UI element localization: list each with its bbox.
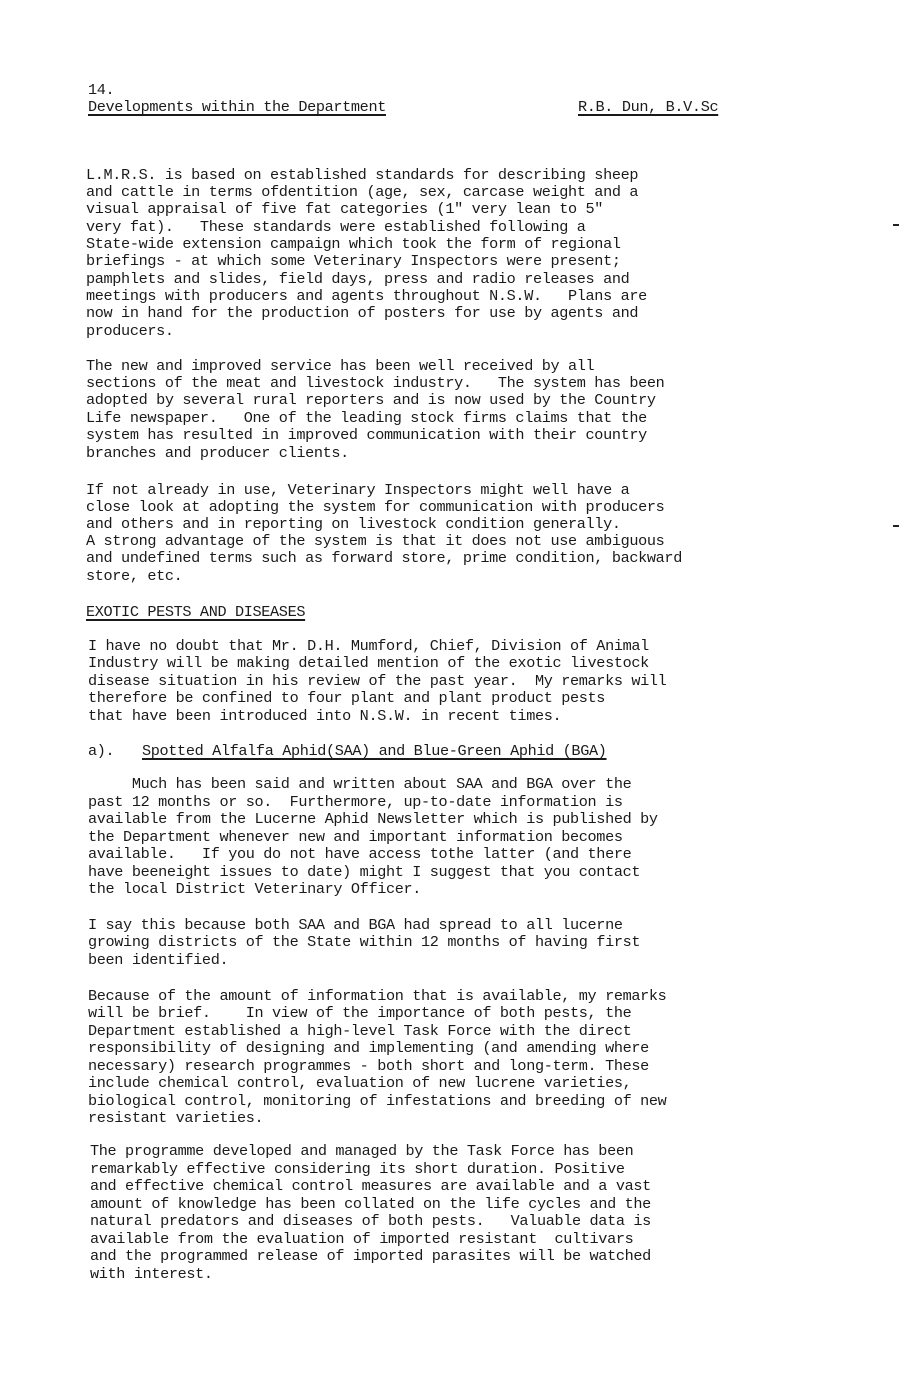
text-line: State-wide extension campaign which took the form of regional	[86, 235, 621, 253]
text-line: Department established a high-level Task Force with the direct	[88, 1022, 632, 1040]
text-line: responsibility of designing and implementing (and amending where	[88, 1039, 649, 1057]
page-number: 14.	[88, 81, 115, 99]
text-line: L.M.R.S. is based on established standards for describing sheep	[86, 166, 639, 184]
text-line: the local District Veterinary Officer.	[88, 880, 422, 898]
text-line: branches and producer clients.	[86, 444, 349, 462]
text-line: the Department whenever new and important information becomes	[88, 828, 623, 846]
text-line: amount of knowledge has been collated on the life cycles and the	[90, 1195, 651, 1213]
text-line: and cattle in terms ofdentition (age, sex, carcase weight and a	[86, 183, 639, 201]
text-line: and undefined terms such as forward store, prime condition, backward	[86, 549, 682, 567]
text-line: will be brief. In view of the importance of both pests, the	[88, 1004, 632, 1022]
document-title: Developments within the Department	[88, 98, 386, 116]
margin-mark	[893, 525, 899, 527]
text-line: and effective chemical control measures are available and a vast	[90, 1177, 651, 1195]
text-line: disease situation in his review of the past year. My remarks will	[88, 672, 667, 690]
text-line: biological control, monitoring of infestations and breeding of new	[88, 1092, 667, 1110]
text-line: been identified.	[88, 951, 229, 969]
section-heading: EXOTIC PESTS AND DISEASES	[86, 603, 306, 621]
text-line: meetings with producers and agents throughout N.S.W. Plans are	[86, 287, 647, 305]
text-line: Industry will be making detailed mention of the exotic livestock	[88, 654, 649, 672]
text-line: I have no doubt that Mr. D.H. Mumford, Chief, Division of Animal	[88, 637, 649, 655]
text-line: available. If you do not have access tothe latter (and there	[88, 845, 632, 863]
margin-mark	[893, 224, 899, 226]
text-line: pamphlets and slides, field days, press and radio releases and	[86, 270, 630, 288]
text-line: A strong advantage of the system is that it does not use ambiguous	[86, 532, 665, 550]
text-line: producers.	[86, 322, 174, 340]
text-line: therefore be confined to four plant and plant product pests	[88, 689, 606, 707]
subsection-label: a).	[88, 742, 115, 760]
text-line: available from the evaluation of imported resistant cultivars	[90, 1230, 634, 1248]
text-line: The new and improved service has been well received by all	[86, 357, 595, 375]
text-line: briefings - at which some Veterinary Inspectors were present;	[86, 252, 621, 270]
text-line: I say this because both SAA and BGA had spread to all lucerne	[88, 916, 623, 934]
text-line: growing districts of the State within 12 months of having first	[88, 933, 641, 951]
text-line: Life newspaper. One of the leading stock firms claims that the	[86, 409, 647, 427]
text-line: visual appraisal of five fat categories (1" very lean to 5"	[86, 200, 604, 218]
text-line: very fat). These standards were established following a	[86, 218, 586, 236]
text-line: natural predators and diseases of both pests. Valuable data is	[90, 1212, 651, 1230]
text-line: and others and in reporting on livestock condition generally.	[86, 515, 621, 533]
text-line: If not already in use, Veterinary Inspectors might well have a	[86, 481, 630, 499]
text-line: that have been introduced into N.S.W. in recent times.	[88, 707, 562, 725]
text-line: include chemical control, evaluation of new lucrene varieties,	[88, 1074, 632, 1092]
text-line: close look at adopting the system for communication with producers	[86, 498, 665, 516]
text-line: and the programmed release of imported parasites will be watched	[90, 1247, 651, 1265]
text-line: adopted by several rural reporters and is now used by the Country	[86, 391, 656, 409]
author-credit: R.B. Dun, B.V.Sc	[578, 98, 719, 116]
text-line: The programme developed and managed by the Task Force has been	[90, 1142, 634, 1160]
text-line: necessary) research programmes - both short and long-term. These	[88, 1057, 649, 1075]
text-line: have beeneight issues to date) might I suggest that you contact	[88, 863, 641, 881]
text-line: store, etc.	[86, 567, 183, 585]
text-line: sections of the meat and livestock industry. The system has been	[86, 374, 665, 392]
text-line: with interest.	[90, 1265, 213, 1283]
text-line: remarkably effective considering its short duration. Positive	[90, 1160, 625, 1178]
text-line: resistant varieties.	[88, 1109, 264, 1127]
text-line: Because of the amount of information that is available, my remarks	[88, 987, 667, 1005]
text-line: past 12 months or so. Furthermore, up-to-date information is	[88, 793, 623, 811]
text-line: now in hand for the production of posters for use by agents and	[86, 304, 639, 322]
text-line: available from the Lucerne Aphid Newsletter which is published by	[88, 810, 658, 828]
text-line: system has resulted in improved communication with their country	[86, 426, 647, 444]
subsection-heading: Spotted Alfalfa Aphid(SAA) and Blue-Green Aphid (BGA)	[142, 742, 607, 760]
text-line: Much has been said and written about SAA and BGA over the	[88, 775, 632, 793]
